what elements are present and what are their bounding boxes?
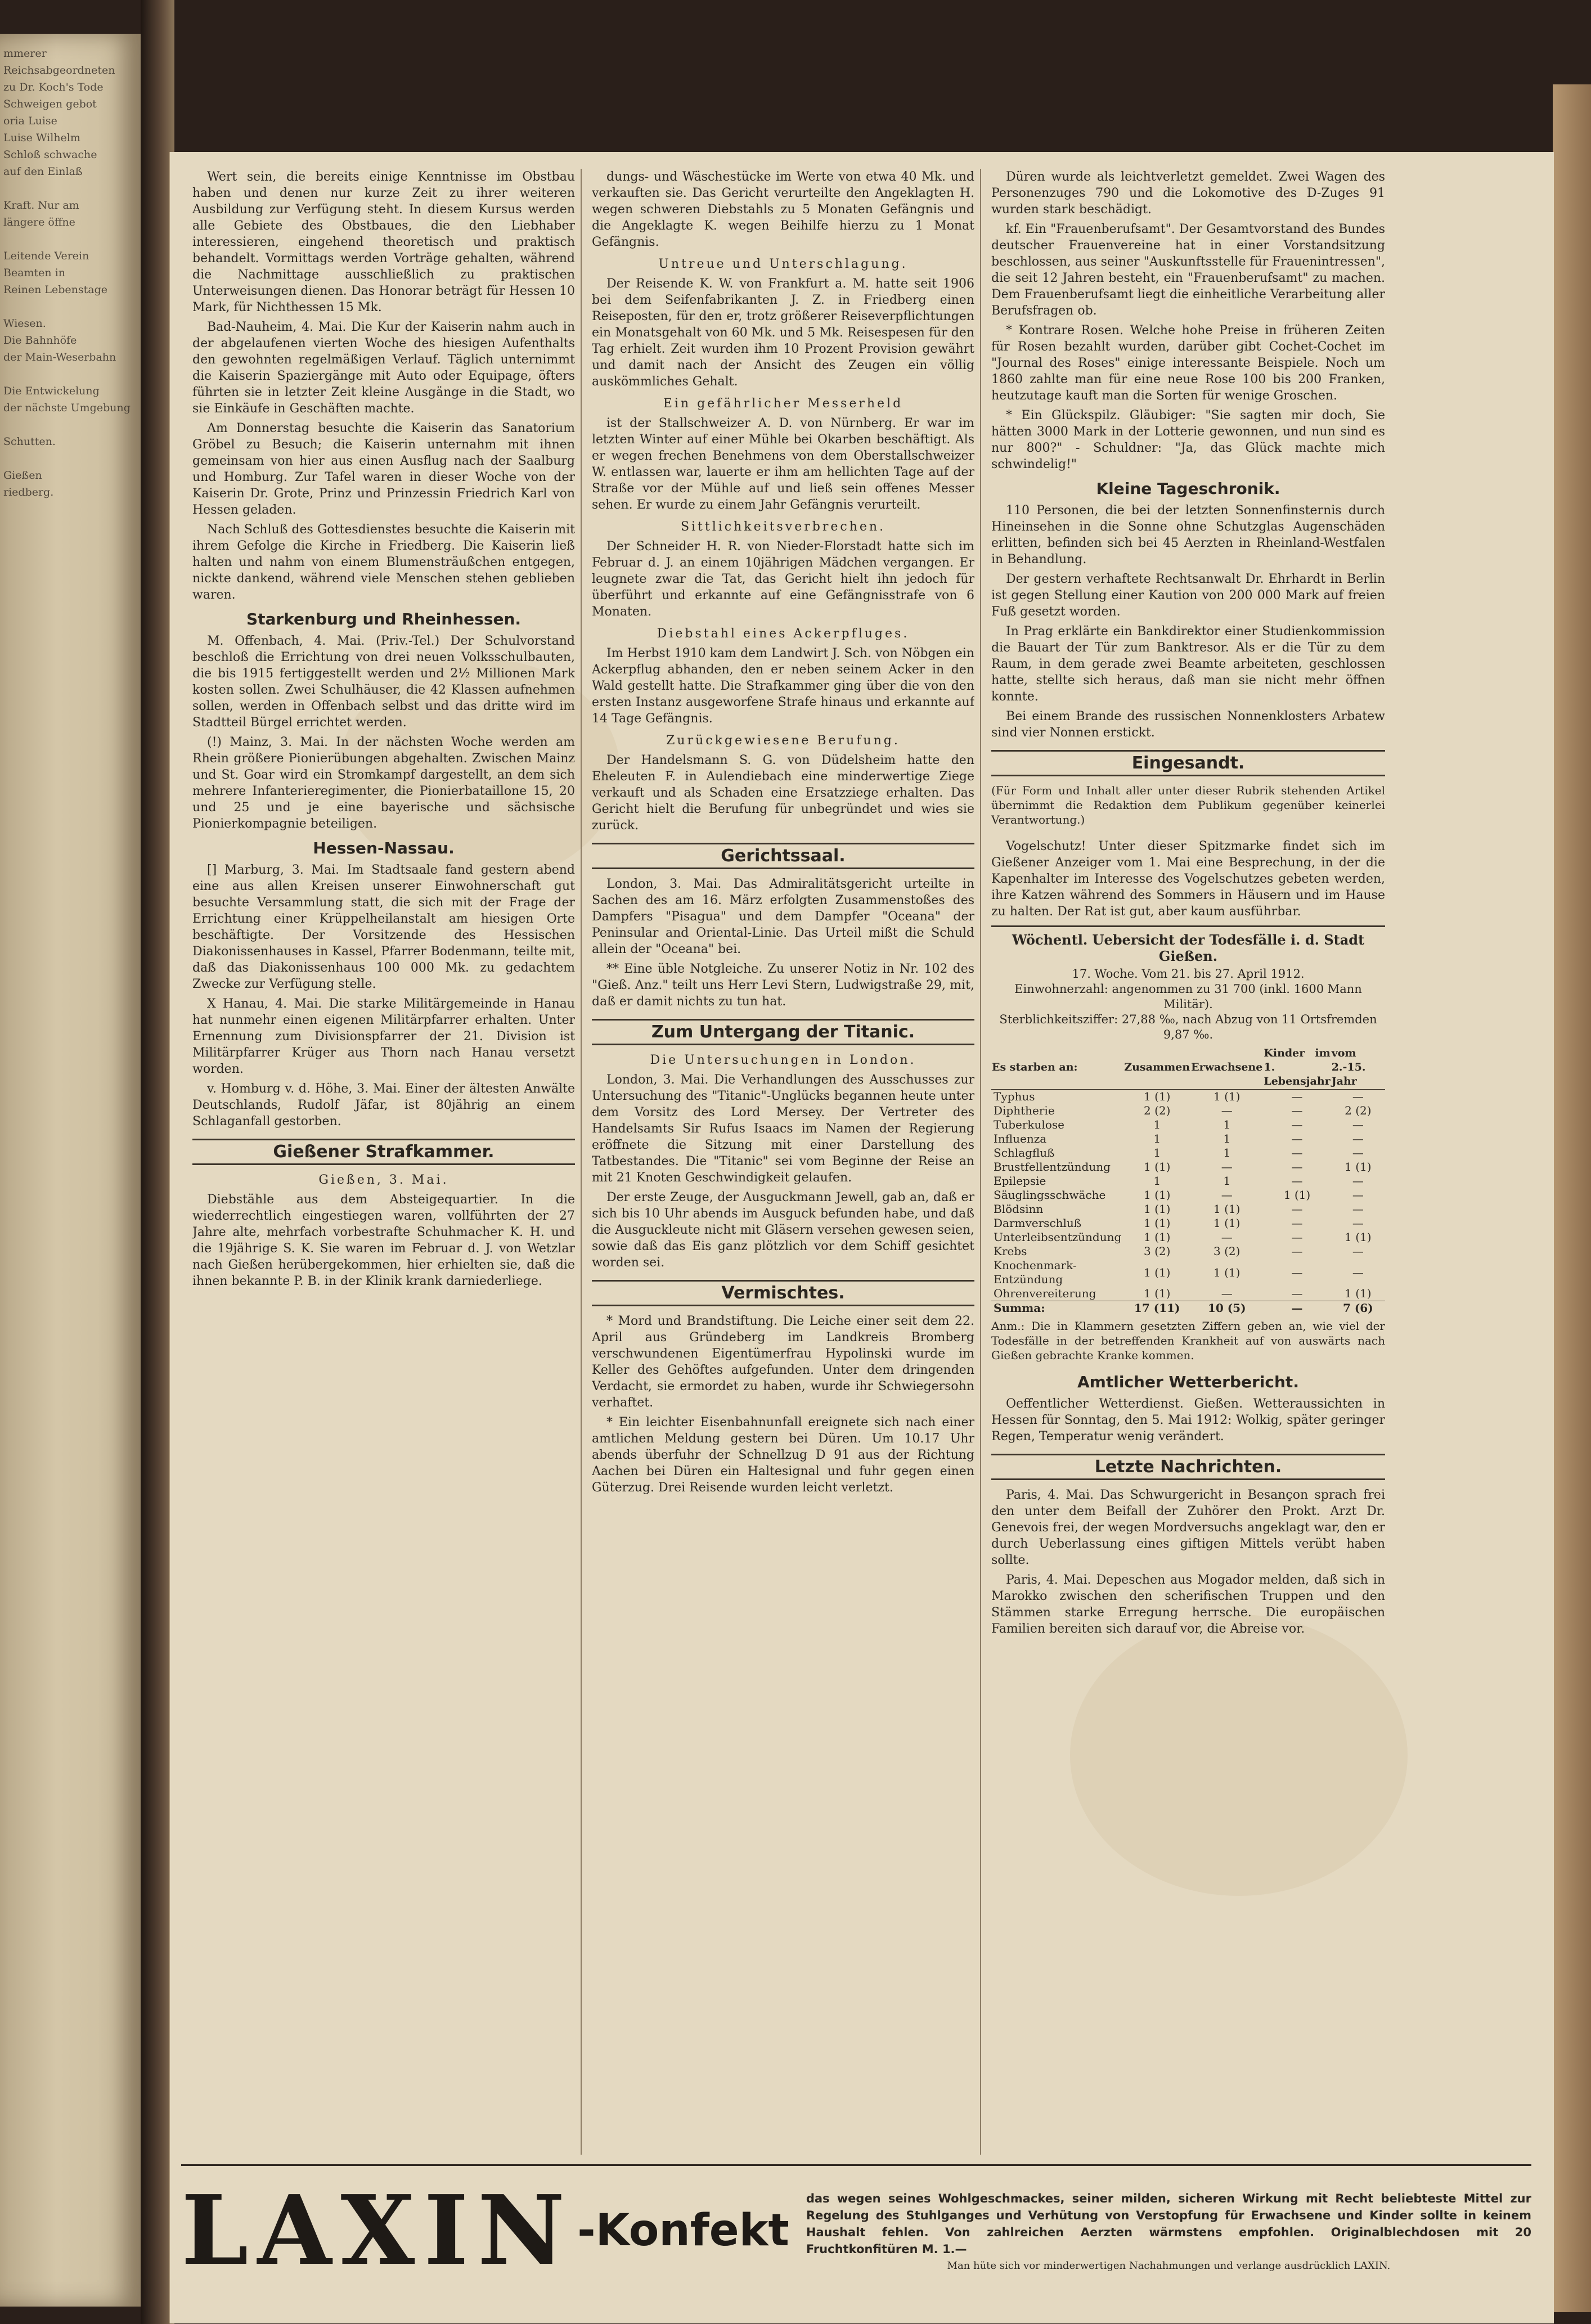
cause-cell: Epilepsie: [994, 1174, 1046, 1188]
cause-cell: Unterleibsentzündung: [994, 1230, 1122, 1244]
article-paragraph: London, 3. Mai. Die Verhandlungen des Ausschusses zur Untersuchung des "Titanic"-Unglücks begannen heute unter dem Vorsitz des Lord Mersey. Der Vertreter des Handelsamts Sir Rufus Isaacs im Namen der Regierung eröffnete die Sitzung mit einer Darstellung des Tatbestandes. Die "Titanic" sei vom Beginne der Reise an mit 21 Knoten Geschwindigkeit gelaufen.: [592, 1073, 974, 1185]
cause-cell: Ohrenvereiterung: [994, 1287, 1096, 1300]
column-1: [192, 169, 575, 2160]
article-paragraph: * Mord und Brandstiftung. Die Leiche einer seit dem 22. April aus Gründeberg im Landkreis Bromberg verschwundenen Eigentümerfrau Hypolinski wurde im Keller des Gehöftes aufgefunden. Unter dem dringenden Verdacht, sie ermordet zu haben, wurde ihr Schwiegersohn verhaftet.: [592, 1314, 974, 1410]
total-cell: 7 (6): [1331, 1301, 1385, 1316]
table-row: [991, 1216, 1385, 1230]
count-cell: —: [1291, 1287, 1303, 1300]
cause-cell: Schlagfluß: [994, 1146, 1055, 1159]
count-cell: 1 (1): [1214, 1202, 1241, 1216]
ad-text: das wegen seines Wohlgeschmackes, seiner milden, sicheren Wirkung mit Recht beliebteste Mittel zur Regelung des Stuhlganges und Verhütung von Verstopfung für Erwachsene und Kinder sollte in keinem Haushalt fehlen. Von zahlreichen Aerzten wärmstens empfohlen. Originalblechdosen mit 20 Fruchtkonfitüren M. 1.—: [806, 2191, 1531, 2256]
article-paragraph: [] Marburg, 3. Mai. Im Stadtsaale fand gestern abend eine aus allen Kreisen unserer Einwohnerschaft gut besuchte Versammlung statt, die sich mit der Frage der Errichtung einer Krüppelheilanstalt am hiesigen Orte beschäftigte. Der Vorsitzende des Hessischen Diakonissenhauses in Kassel, Pfarrer Bodenmann, teilte mit, daß das Diakonissenhaus 100 000 Mk. zu gedachtem Zwecke zur Verfügung stelle.: [192, 863, 575, 991]
article-paragraph: Düren wurde als leichtverletzt gemeldet. Zwei Wagen des Personenzuges 790 und die Lokomotive des D-Zuges 91 wurden stark beschädigt.: [991, 170, 1385, 217]
count-cell: 1 (1): [1214, 1216, 1241, 1230]
article-paragraph: In Prag erklärte ein Bankdirektor einer Studienkommission die Bauart der Tür zum Banktresor. Als er die Tür zu dem Raum, in dem gerade zwei Beamte arbeiteten, geschlossen hatte, stellte sich heraus, daß man sie nicht mehr öffnen konnte.: [991, 624, 1385, 704]
count-cell: —: [1291, 1132, 1303, 1145]
count-cell: 1 (1): [1143, 1202, 1171, 1216]
article-paragraph: Paris, 4. Mai. Depeschen aus Mogador melden, daß sich in Marokko zwischen den scherifischen Truppen und den Stämmen starke Erregung herrsche. Die europäischen Familien bereiten sich darauf vor, die Abreise vor.: [991, 1573, 1385, 1636]
ad-copy: [806, 2190, 1531, 2272]
section-heading: Gerichtssaal.: [592, 843, 974, 869]
subheading: Ein gefährlicher Messerheld: [663, 397, 904, 411]
total-cell: 17 (11): [1123, 1301, 1190, 1316]
subheading: Zurückgewiesene Berufung.: [666, 734, 900, 748]
count-cell: —: [1291, 1230, 1303, 1244]
section-heading: Zum Untergang der Titanic.: [592, 1019, 974, 1045]
count-cell: —: [1221, 1287, 1233, 1300]
count-cell: —: [1291, 1202, 1303, 1216]
ad-suffix: -Konfekt: [577, 2205, 789, 2256]
count-cell: 1: [1153, 1174, 1161, 1188]
total-cell: 10 (5): [1190, 1301, 1263, 1316]
section-heading: Vermischtes.: [592, 1280, 974, 1306]
count-cell: 1 (1): [1143, 1287, 1171, 1300]
table-footnote: Anm.: Die in Klammern gesetzten Ziffern geben an, wie viel der Todesfälle in der betreffenden Krankheit auf von auswärts nach Gießen gebrachte Kranke kommen.: [991, 1319, 1385, 1362]
count-cell: 1 (1): [1143, 1216, 1171, 1230]
article-paragraph: Der gestern verhaftete Rechtsanwalt Dr. Ehrhardt in Berlin ist gegen Stellung einer Kaution von 200 000 Mark auf freien Fuß gesetzt worden.: [991, 572, 1385, 619]
table-row: [991, 1258, 1385, 1287]
count-cell: —: [1352, 1118, 1364, 1131]
column-rule: [980, 169, 981, 2155]
article-paragraph: ** Eine üble Notgleiche. Zu unserer Notiz in Nr. 102 des "Gieß. Anz." teilt uns Herr Levi Stern, Ludwigstraße 29, mit, daß er damit nichts zu tun hat.: [592, 962, 974, 1009]
table-row: [991, 1132, 1385, 1146]
count-cell: —: [1291, 1090, 1303, 1103]
count-cell: —: [1291, 1216, 1303, 1230]
count-cell: 1 (1): [1143, 1265, 1171, 1279]
mortality-week: 17. Woche. Vom 21. bis 27. April 1912.: [1072, 967, 1305, 981]
subheading: Diebstahl eines Ackerpfluges.: [657, 627, 910, 641]
article-paragraph: Der Schneider H. R. von Nieder-Florstadt hatte sich im Februar d. J. an einem 10jährigen Mädchen vergangen. Er leugnete zwar die Tat, das Gericht hielt ihn jedoch für überführt und erkannte auf eine Gefängnisstrafe von 6 Monaten.: [592, 540, 974, 619]
table-row: [991, 1118, 1385, 1132]
count-cell: 1 (1): [1143, 1160, 1171, 1174]
count-cell: —: [1291, 1146, 1303, 1159]
table-row: [991, 1174, 1385, 1188]
article-paragraph: Diebstähle aus dem Absteigequartier. In die wiederrechtlich eingestiegen waren, vollführten der 27 Jahre alte, mehrfach vorbestrafte Schuhmacher K. H. und die 19jährige S. K. Sie waren im Februar d. J. von Wetzlar nach Gießen herübergekommen, hier erhielten sie, daß die ihnen bekannte P. B. in der Klinik krank darniederliege.: [192, 1193, 575, 1288]
count-cell: 1: [1223, 1174, 1231, 1188]
left-page-text: mmerer Reichsabgeordneten zu Dr. Koch's Tode Schweigen gebot oria Luise Luise Wilhelm Schloß schwache auf den Einlaß Kraft. Nur am längere öffne Leitende Verein Beamten in Reinen Lebenstage Wiesen. Die Bahnhöfe der Main-Weserbahn Die Entwickelung der nächste Umgebung Schutten. Gießen riedberg.: [3, 47, 131, 498]
table-row: [991, 1160, 1385, 1174]
section-heading: Starkenburg und Rheinhessen.: [246, 610, 522, 628]
count-cell: —: [1221, 1188, 1233, 1202]
count-cell: 1: [1153, 1118, 1161, 1131]
count-cell: 1: [1223, 1146, 1231, 1159]
total-cell: —: [1263, 1301, 1331, 1316]
count-cell: 1 (1): [1345, 1287, 1372, 1300]
table-header-row: [991, 1046, 1385, 1090]
article-paragraph: 110 Personen, die bei der letzten Sonnenfinsternis durch Hineinsehen in die Sonne ohne Schutzglas Augenschäden erlitten, befinden sich bei 45 Aerzten in Rheinland-Westfalen in Behandlung.: [991, 504, 1385, 567]
section-heading: Letzte Nachrichten.: [991, 1454, 1385, 1480]
count-cell: —: [1291, 1160, 1303, 1174]
article-paragraph: * Ein Glückspilz. Gläubiger: "Sie sagten mir doch, Sie hätten 3000 Mark in der Lotterie gewonnen, und nun sind es nur 800?" - Schuldner: "Ja, das Glück machte mich schwindelig!": [991, 408, 1385, 471]
article-paragraph: v. Homburg v. d. Höhe, 3. Mai. Einer der ältesten Anwälte Deutschlands, Rudolf Jäfar, ist 80jährig an einem Schlaganfall gestorben.: [192, 1082, 575, 1129]
mortality-table-title: Wöchentl. Uebersicht der Todesfälle i. d. Stadt Gießen.: [991, 925, 1385, 964]
count-cell: 1 (1): [1214, 1090, 1241, 1103]
subheading: Sittlichkeitsverbrechen.: [680, 520, 886, 534]
count-cell: —: [1291, 1244, 1303, 1258]
article-paragraph: Bad-Nauheim, 4. Mai. Die Kur der Kaiserin nahm auch in der abgelaufenen vierten Woche des hiesigen Aufenthalts den gewohnten regelmäßigen Verlauf. Täglich unternimmt die Kaiserin Spaziergänge mit Auto oder Equipage, öfters führten sie in letzter Zeit kleine Ausgänge in die Stadt, wo sie Einkäufe in Geschäften machte.: [192, 320, 575, 416]
table-row: [991, 1244, 1385, 1258]
count-cell: —: [1291, 1118, 1303, 1131]
article-paragraph: London, 3. Mai. Das Admiralitätsgericht urteilte in Sachen des am 16. März erfolgten Zusammenstoßes des Dampfers "Pisagua" und dem Dampfer "Oceana" der Peninsular and Oriental-Linie. Das Urteil mißt die Schuld allein der "Oceana" bei.: [592, 877, 974, 956]
article-paragraph: * Kontrare Rosen. Welche hohe Preise in früheren Zeiten für Rosen bezahlt wurden, darüber gibt Cochet-Cochet im "Journal des Roses" einige interessante Beispiele. Noch um 1860 zahlte man für eine neue Rose 100 bis 200 Franken, heutzutage kauft man die Sorten für wenige Groschen.: [991, 323, 1385, 403]
table-row: [991, 1146, 1385, 1160]
column-header: Erwachsene: [1190, 1046, 1263, 1090]
count-cell: 1: [1153, 1146, 1161, 1159]
count-cell: 1 (1): [1283, 1188, 1311, 1202]
mortality-table: [991, 1046, 1385, 1315]
table-row: [991, 1202, 1385, 1216]
count-cell: 1: [1153, 1132, 1161, 1145]
table-total-row: [991, 1301, 1385, 1316]
count-cell: 1: [1223, 1118, 1231, 1131]
cause-cell: Influenza: [994, 1132, 1047, 1145]
count-cell: —: [1221, 1104, 1233, 1117]
cause-cell: Knochenmark-Entzündung: [994, 1258, 1077, 1286]
article-paragraph: kf. Ein "Frauenberufsamt". Der Gesamtvorstand des Bundes deutscher Frauenvereine hat in einer Vorstandsitzung beschlossen, aus seiner "Auskunftsstelle für Frauenintressen", die seit 12 Jahren besteht, ein "Frauenberufsamt" zu machen. Dem Frauenberufsamt liegt die einheitliche Verarbeitung aller Berufsfragen ob.: [991, 222, 1385, 318]
count-cell: 1 (1): [1345, 1230, 1372, 1244]
cause-cell: Diphtherie: [994, 1104, 1055, 1117]
editorial-note: (Für Form und Inhalt aller unter dieser Rubrik stehenden Artikel übernimmt die Redaktion dem Publikum gegenüber keinerlei Verantwortung.): [991, 784, 1385, 826]
article-paragraph: Im Herbst 1910 kam dem Landwirt J. Sch. von Nöbgen ein Ackerpflug abhanden, den er neben seinem Acker in den Wald gestellt hatte. Die Strafkammer ging über die von den ersten Instanz ausgeworfene Strafe hinaus und erkannte auf 14 Tage Gefängnis.: [592, 646, 974, 726]
count-cell: —: [1291, 1104, 1303, 1117]
count-cell: 3 (2): [1214, 1244, 1241, 1258]
article-paragraph: Paris, 4. Mai. Das Schwurgericht in Besançon sprach frei den unter dem Beifall der Zuhörer den Prokt. Arzt Dr. Genevois frei, der wegen Mordversuchs angeklagt war, den er durch Ueberlassung eines giftigen Mittels verübt haben sollte.: [991, 1488, 1385, 1567]
cause-cell: Tuberkulose: [994, 1118, 1064, 1131]
article-paragraph: Der erste Zeuge, der Ausguckmann Jewell, gab an, daß er sich bis 10 Uhr abends im Ausguck befunden habe, und daß die Ausguckleute nicht mit Gläsern versehen gewesen seien, sowie daß das Eis ganz plötzlich vor dem Schiff gesichtet worden sei.: [592, 1190, 974, 1270]
article-paragraph: Bei einem Brande des russischen Nonnenklosters Arbatew sind vier Nonnen erstickt.: [991, 709, 1385, 740]
count-cell: 1 (1): [1143, 1230, 1171, 1244]
section-heading: Kleine Tageschronik.: [1096, 479, 1280, 498]
table-row: [991, 1090, 1385, 1104]
total-cell: Summa:: [991, 1301, 1123, 1316]
count-cell: —: [1352, 1188, 1364, 1202]
mortality-population: Einwohnerzahl: angenommen zu 31 700 (inkl. 1600 Mann Militär).: [1014, 982, 1362, 1011]
article-paragraph: M. Offenbach, 4. Mai. (Priv.-Tel.) Der Schulvorstand beschloß die Errichtung von drei neuen Volksschulbauten, die bis 1915 fertiggestellt werden und 2½ Millionen Mark kosten sollen. Zwei Schulhäuser, die 42 Klassen aufnehmen sollen, werden in Offenbach selbst und das dritte wird im Stadtteil Bürgel errichtet werden.: [192, 634, 575, 730]
table-row: [991, 1230, 1385, 1244]
count-cell: 1 (1): [1345, 1160, 1372, 1174]
article-paragraph: X Hanau, 4. Mai. Die starke Militärgemeinde in Hanau hat nunmehr einen eigenen Militärpfarrer erhalten. Unter Ernennung zum Divisionspfarrer der 21. Division ist Militärpfarrer Krüger aus Thorn nach Hanau versetzt worden.: [192, 997, 575, 1076]
section-heading: Hessen-Nassau.: [313, 839, 455, 857]
column-header: Zusammen: [1123, 1046, 1190, 1090]
column-header: vom 2.-15. Jahr: [1331, 1046, 1385, 1090]
count-cell: —: [1291, 1174, 1303, 1188]
count-cell: —: [1352, 1265, 1364, 1279]
count-cell: 1: [1223, 1132, 1231, 1145]
count-cell: —: [1352, 1202, 1364, 1216]
weather-report: Oeffentlicher Wetterdienst. Gießen. Wetteraussichten in Hessen für Sonntag, den 5. Mai 1912: Wolkig, später geringer Regen, Temperatur wenig verändert.: [991, 1397, 1385, 1444]
laxin-advertisement: [181, 2164, 1531, 2295]
article-paragraph: Der Reisende K. W. von Frankfurt a. M. hatte seit 1906 bei dem Seifenfabrikanten J. Z. in Friedberg einen Reiseposten, für den er, trotz größerer Reiseverpflichtungen ein Monatsgehalt von 60 Mk. und 5 Mk. Reisespesen für den Tag erhielt. Zeit wurden ihm 10 Prozent Provision gewährt und damit nach der Ansicht des Zeugen ein völlig auskömmliches Gehalt.: [592, 277, 974, 389]
dateline: Gießen, 3. Mai.: [318, 1173, 449, 1187]
article-paragraph: Nach Schluß des Gottesdienstes besuchte die Kaiserin mit ihrem Gefolge die Kirche in Friedberg. Die Kaiserin ließ halten und nahm von einem Blumensträußchen entgegen, nickte dankend, während viele Menschen stehen geblieben waren.: [192, 523, 575, 602]
count-cell: —: [1221, 1160, 1233, 1174]
table-row: [991, 1104, 1385, 1118]
table-row: [991, 1287, 1385, 1301]
count-cell: 1 (1): [1143, 1090, 1171, 1103]
cause-cell: Darmverschluß: [994, 1216, 1082, 1230]
left-page-fragment: [0, 34, 141, 2307]
article-paragraph: Am Donnerstag besuchte die Kaiserin das Sanatorium Gröbel zu Besuch; die Kaiserin unternahm mit ihnen gemeinsam von hier aus einen Ausflug nach der Saalburg und Homburg. Zur Tafel waren in dieser Woche von der Kaiserin Dr. Grote, Prinz und Prinzessin Friedrich Karl von Hessen geladen.: [192, 421, 575, 517]
table-row: [991, 1188, 1385, 1202]
count-cell: —: [1221, 1230, 1233, 1244]
article-paragraph: Wert sein, die bereits einige Kenntnisse im Obstbau haben und denen nur kurze Zeit zu ihrer weiteren Ausbildung zur Verfügung steht. In diesem Kursus werden alle Gebiete des Obstbaues, die den Liebhaber interessieren, eingehend theoretisch und praktisch behandelt. Vormittags werden Vorträge gehalten, während die Nachmittage ausschließlich zu praktischen Unterweisungen dienen. Das Honorar beträgt für Hessen 10 Mark, für Nichthessen 15 Mk.: [192, 170, 575, 314]
subheading: Die Untersuchungen in London.: [650, 1053, 916, 1067]
column-2: [592, 169, 974, 2160]
article-paragraph: ist der Stallschweizer A. D. von Nürnberg. Er war im letzten Winter auf einer Mühle bei Okarben beschäftigt. Als er wegen frechen Benehmens von dem Oberstallschweizer W. entlassen war, lauerte er ihm am hellichten Tage auf der Straße vor der Mühle auf und ließ sein offenes Messer sehen. Er wurde zu einem Jahr Gefängnis verurteilt.: [592, 416, 974, 512]
table-body: [991, 1090, 1385, 1316]
article-paragraph: Vogelschutz! Unter dieser Spitzmarke findet sich im Gießener Anzeiger vom 1. Mai eine Besprechung, in der die Kapenhalter im Interesse des Vogelschutzes gebeten werden, ihre Katzen während des Sommers in Häusern und im Hause zu halten. Der Rat ist gut, aber kaum ausführbar.: [991, 839, 1385, 919]
count-cell: —: [1352, 1090, 1364, 1103]
article-paragraph: * Ein leichter Eisenbahnunfall ereignete sich nach einer amtlichen Meldung gestern bei Düren. Um 10.17 Uhr abends überfuhr der Schnellzug D 91 aus der Richtung Aachen bei Düren ein Haltesignal und fuhr gegen einen Güterzug. Drei Reisende wurden leicht verletzt.: [592, 1415, 974, 1495]
newspaper-page: [169, 152, 1554, 2323]
count-cell: —: [1352, 1146, 1364, 1159]
count-cell: 1 (1): [1214, 1265, 1241, 1279]
count-cell: 1 (1): [1143, 1188, 1171, 1202]
mortality-rate: Sterblichkeitsziffer: 27,88 ‰, nach Abzug von 11 Ortsfremden 9,87 ‰.: [999, 1013, 1377, 1041]
count-cell: 2 (2): [1345, 1104, 1372, 1117]
ad-brand: LAXIN: [181, 2174, 574, 2287]
cause-cell: Krebs: [994, 1244, 1027, 1258]
count-cell: 3 (2): [1143, 1244, 1171, 1258]
count-cell: —: [1291, 1265, 1303, 1279]
column-rule: [581, 169, 582, 2155]
count-cell: —: [1352, 1132, 1364, 1145]
ad-warning: Man hüte sich vor minderwertigen Nachahmungen und verlange ausdrücklich LAXIN.: [947, 2259, 1391, 2272]
count-cell: —: [1352, 1244, 1364, 1258]
cause-cell: Säuglingsschwäche: [994, 1188, 1106, 1202]
article-paragraph: (!) Mainz, 3. Mai. In der nächsten Woche werden am Rhein größere Pionierübungen abgehalten. Zwischen Mainz und St. Goar wird ein Stromkampf dargestellt, an dem sich mehrere Infanterieregimenter, die Pionierbataillone 15, 20 und 25 und je eine bayerische und sächsische Pionierkompagnie beteiligen.: [192, 735, 575, 831]
section-heading: Eingesandt.: [991, 750, 1385, 776]
page-edge: [1553, 84, 1591, 2312]
section-heading: Amtlicher Wetterbericht.: [1077, 1373, 1299, 1391]
column-header: Es starben an:: [991, 1046, 1123, 1090]
cause-cell: Typhus: [994, 1090, 1035, 1103]
cause-cell: Blödsinn: [994, 1202, 1044, 1216]
section-heading: Gießener Strafkammer.: [192, 1139, 575, 1165]
column-header: Kinder im 1. Lebensjahr: [1263, 1046, 1331, 1090]
count-cell: —: [1352, 1174, 1364, 1188]
cause-cell: Brustfellentzündung: [994, 1160, 1111, 1174]
count-cell: 2 (2): [1143, 1104, 1171, 1117]
subheading: Untreue und Unterschlagung.: [658, 257, 908, 271]
count-cell: —: [1352, 1216, 1364, 1230]
article-paragraph: dungs- und Wäschestücke im Werte von etwa 40 Mk. und verkauften sie. Das Gericht verurteilte den Angeklagten H. wegen schweren Diebstahls zu 5 Monaten Gefängnis und die Angeklagte K. wegen Beihilfe hierzu zu 1 Monat Gefängnis.: [592, 170, 974, 249]
column-3: [991, 169, 1385, 2160]
article-paragraph: Der Handelsmann S. G. von Düdelsheim hatte den Eheleuten F. in Aulendiebach eine minderwertige Ziege verkauft und als Schaden eine Ersatzziege erhalten. Das Gericht hielt die Berufung für unbegründet und wies sie zurück.: [592, 753, 974, 833]
